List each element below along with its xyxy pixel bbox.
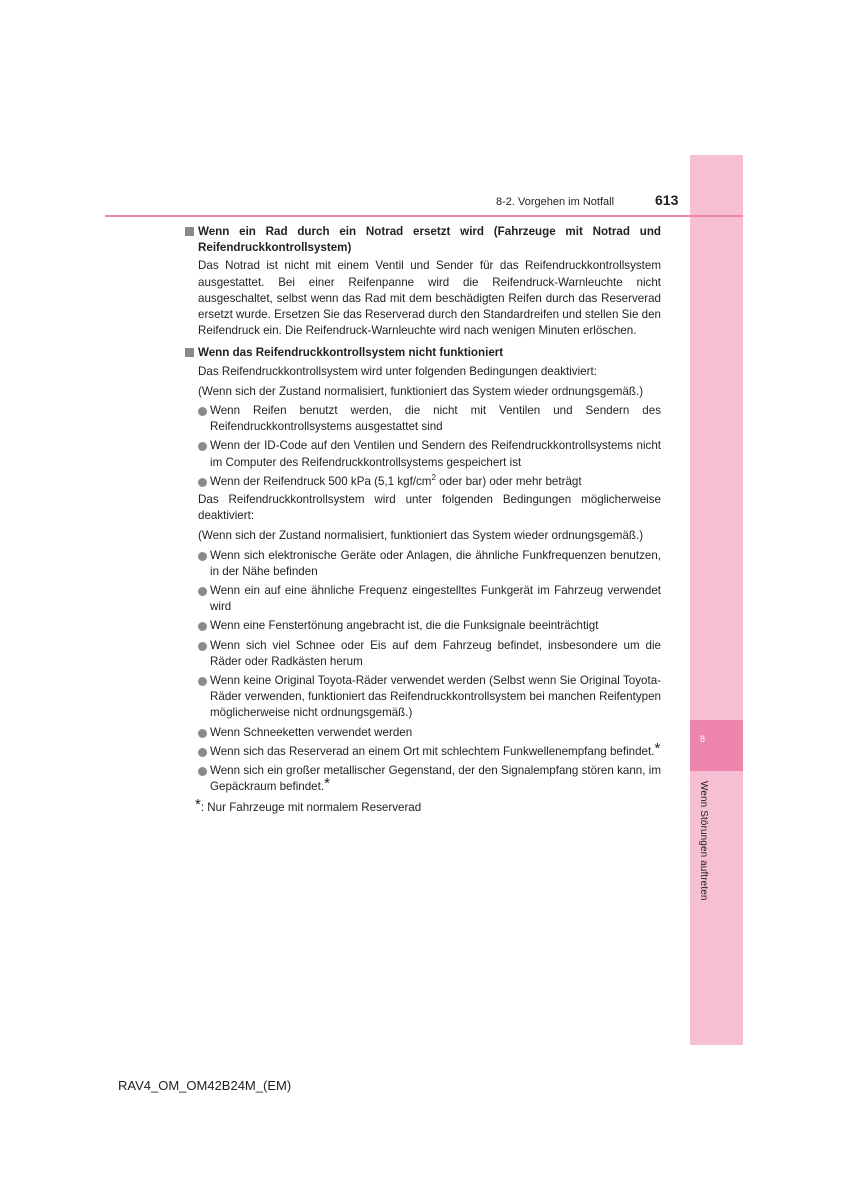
paragraph-spare-wheel: Das Notrad ist nicht mit einem Ventil und Sender für das Reifendruckkontrollsystem ausgestattet. Bei einer Reifenpanne wird die Reifendruck-Warnleuchte nicht ausgeschaltet, selbst wenn das Rad mit dem beschädigten Reifen durch das Reserverad ersetzt wurde. Ersetzen Sie das Reserverad durch den Standardreifen und stellen Sie den Reifendruck ein. Die Reifendruck-Warnleuchte wird nach wenigen Minuten erlöschen. (198, 259, 661, 338)
paragraph-note: (Wenn sich der Zustand normalisiert, funktioniert das System wieder ordnungsgemäß.) (198, 384, 644, 398)
heading-spare-wheel: Wenn ein Rad durch ein Notrad ersetzt wird (Fahrzeuge mit Notrad und Reifendruckkontrollsystem) (185, 224, 661, 256)
section-title: 8-2. Vorgehen im Notfall (496, 196, 615, 208)
list-item: Wenn Reifen benutzt werden, die nicht mit Ventilen und Sendern des Reifendruckkontrollsystems ausgestattet sind (185, 403, 661, 435)
list-item: Wenn Schneeketten verwendet werden (185, 725, 661, 741)
round-bullet-icon (198, 748, 207, 757)
asterisk-mark: * (654, 739, 661, 757)
list-item: Wenn sich das Reserverad an einem Ort mit schlechtem Funkwellenempfang befindet.* (185, 744, 661, 760)
round-bullet-icon (198, 442, 207, 451)
chapter-side-tab (690, 155, 743, 1045)
paragraph-intro-deactivated: Das Reifendruckkontrollsystem wird unter folgenden Bedingungen deaktiviert: (198, 364, 597, 378)
list-item-pressure: Wenn der Reifendruck 500 kPa (5,1 kgf/$cm^2$ oder bar) oder mehr beträgt (185, 474, 661, 490)
list-item: Wenn keine Original Toyota-Räder verwendet werden (Selbst wenn Sie Original Toyota-Räder verwenden, funktioniert das Reifendruckkontrollsystem bei manchen Reifentypen möglicherweise nicht ordnungsgemäß.) (185, 673, 661, 722)
list-item: Wenn sich viel Schnee oder Eis auf dem Fahrzeug befindet, insbesondere um die Räder oder Radkästen herum (185, 638, 661, 670)
round-bullet-icon (198, 767, 207, 776)
round-bullet-icon (198, 552, 207, 561)
chapter-label: Wenn Störungen auftreten (698, 781, 709, 901)
paragraph-note: (Wenn sich der Zustand normalisiert, funktioniert das System wieder ordnungsgemäß.) (198, 529, 644, 543)
document-code: RAV4_OM_OM42B24M_(EM) (118, 1078, 292, 1093)
list-item: Wenn sich ein großer metallischer Gegenstand, der den Signalempfang stören kann, im Gepäckraum befindet.* (185, 763, 661, 795)
round-bullet-icon (198, 677, 207, 686)
round-bullet-icon (198, 478, 207, 487)
header-rule (105, 215, 743, 217)
asterisk-mark: * (195, 795, 201, 813)
list-item: Wenn eine Fenstertönung angebracht ist, die die Funksignale beeinträchtigt (185, 618, 661, 634)
page-content (185, 224, 661, 816)
square-bullet-icon (185, 227, 194, 236)
round-bullet-icon (198, 587, 207, 596)
heading-system-malfunction: Wenn das Reifendruckkontrollsystem nicht funktioniert (185, 345, 661, 361)
list-item: Wenn der ID-Code auf den Ventilen und Sendern des Reifendruckkontrollsystems nicht im Computer des Reifendruckkontrollsystems gespeichert ist (185, 438, 661, 470)
chapter-number-tab (690, 720, 743, 771)
asterisk-mark: * (324, 775, 330, 793)
square-bullet-icon (185, 348, 194, 357)
chapter-number: 8 (700, 734, 706, 744)
paragraph-intro-maybe-deactivated: Das Reifendruckkontrollsystem wird unter folgenden Bedingungen möglicherweise deaktiviert: (198, 493, 661, 523)
round-bullet-icon (198, 642, 207, 651)
list-item: Wenn sich elektronische Geräte oder Anlagen, die ähnliche Funkfrequenzen benutzen, in der Nähe befinden (185, 548, 661, 580)
list-item: Wenn ein auf eine ähnliche Frequenz eingestelltes Funkgerät im Fahrzeug verwendet wird (185, 583, 661, 615)
round-bullet-icon (198, 407, 207, 416)
footnote: *: Nur Fahrzeuge mit normalem Reserverad (195, 795, 422, 814)
round-bullet-icon (198, 729, 207, 738)
round-bullet-icon (198, 622, 207, 631)
page-number: 613 (655, 192, 679, 208)
